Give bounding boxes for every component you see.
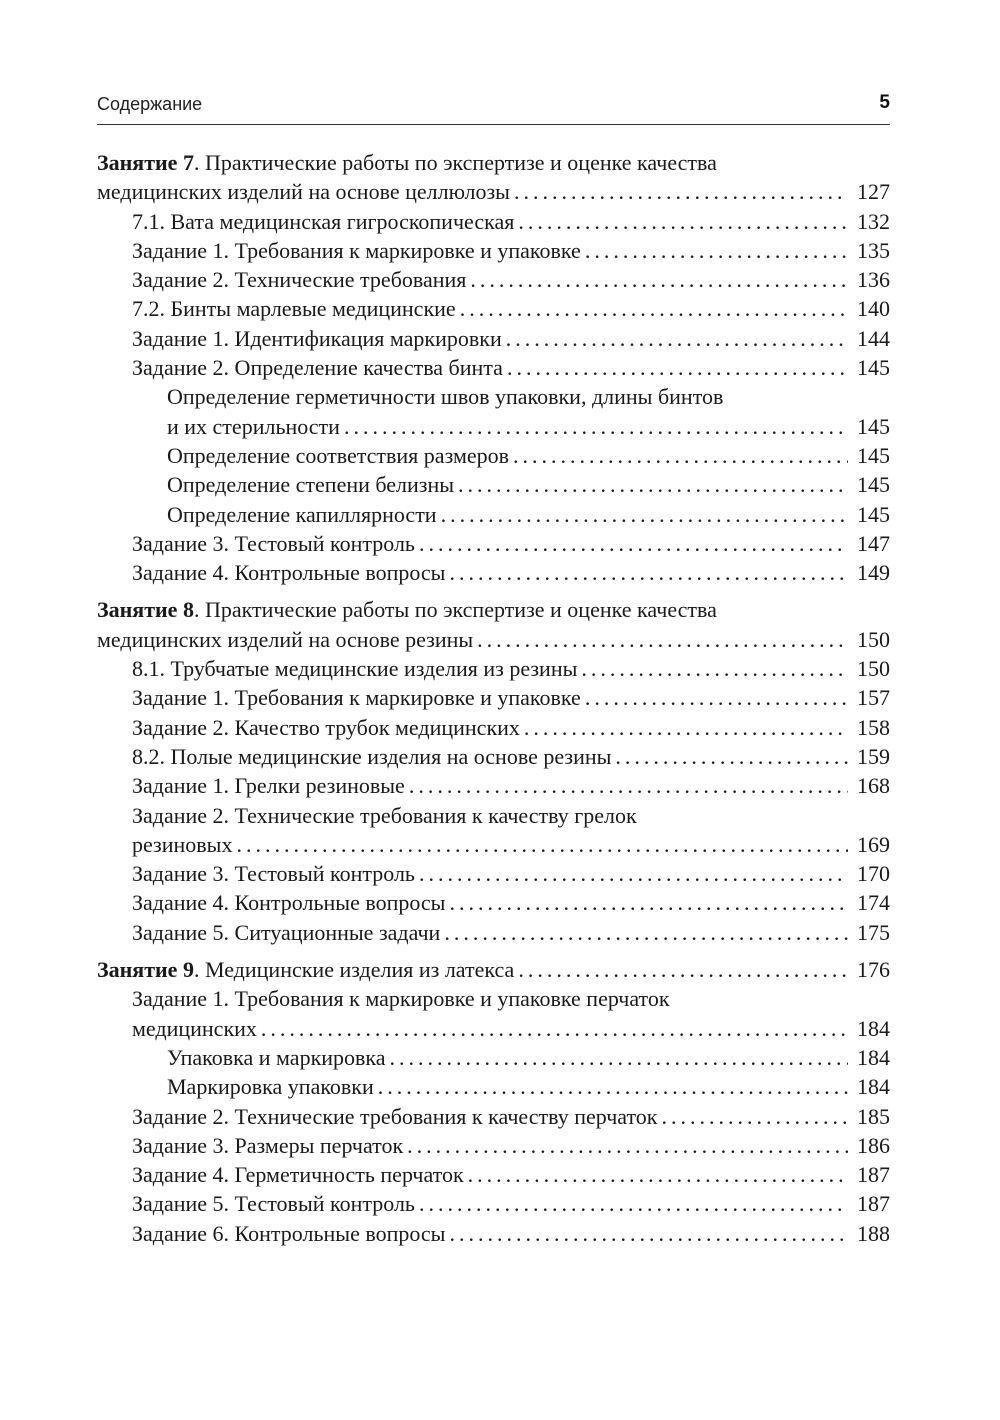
toc-entry[interactable] [97, 984, 890, 1013]
dot-leader [477, 625, 848, 654]
dot-leader [506, 324, 848, 353]
toc-section-lesson-9 [97, 955, 890, 1248]
toc-subentry[interactable] [97, 500, 890, 529]
toc-subentry[interactable] [97, 1043, 890, 1072]
running-title: Содержание [97, 94, 203, 114]
toc-page-number: 145 [857, 501, 890, 527]
toc-entry-text-cont: и их стерильности [167, 413, 340, 439]
toc-page-number: 149 [857, 560, 890, 586]
dot-leader [441, 500, 848, 529]
toc-entry-text-cont: медицинских [132, 1015, 257, 1041]
toc-page-number: 174 [857, 890, 890, 916]
toc-entry[interactable] [97, 888, 890, 917]
toc-page-number: 145 [857, 442, 890, 468]
dot-leader [449, 888, 848, 917]
toc-page-number: 188 [857, 1220, 890, 1246]
lesson-title-cont: медицинских изделий на основе целлюлозы [97, 179, 510, 205]
dot-leader [518, 207, 848, 236]
toc-entry[interactable] [97, 294, 890, 323]
dot-leader [514, 177, 848, 206]
toc-page-number: 157 [857, 685, 890, 711]
toc-entry[interactable] [97, 207, 890, 236]
toc-entry-text: Задание 3. Тестовый контроль [132, 861, 415, 887]
dot-leader [662, 1102, 849, 1131]
toc-entry-text: Определение соответствия размеров [167, 442, 510, 468]
toc-page-number: 150 [857, 626, 890, 652]
dot-leader [444, 918, 848, 947]
toc-entry[interactable] [97, 324, 890, 353]
toc-entry-text: Задание 4. Герметичность перчаток [132, 1162, 464, 1188]
toc-page-number: 127 [857, 179, 890, 205]
toc-heading-line[interactable] [97, 955, 890, 984]
toc-page-number: 145 [857, 413, 890, 439]
toc-entry-text: Задание 4. Контрольные вопросы [132, 560, 446, 586]
toc-entry[interactable] [97, 859, 890, 888]
toc-page-number: 150 [857, 656, 890, 682]
toc-entry-text: Задание 5. Тестовый контроль [132, 1191, 415, 1217]
toc-entry-text: Задание 1. Идентификация маркировки [132, 325, 502, 351]
running-header [97, 90, 890, 125]
toc-entry-text: Задание 2. Качество трубок медицинских [132, 714, 520, 740]
dot-leader [236, 830, 848, 859]
toc-entry-text: Маркировка упаковки [167, 1074, 374, 1100]
toc-page-number: 135 [857, 237, 890, 263]
toc-entry[interactable] [97, 558, 890, 587]
dot-leader [390, 1043, 848, 1072]
dot-leader [468, 1160, 848, 1189]
dot-leader [581, 654, 848, 683]
toc-entry-text: Задание 2. Определение качества бинта [132, 355, 503, 381]
toc-entry[interactable] [97, 1014, 890, 1043]
dot-leader [518, 955, 848, 984]
dot-leader [409, 771, 848, 800]
toc-page-number: 187 [857, 1191, 890, 1217]
toc-page-number: 184 [857, 1074, 890, 1100]
dot-leader [344, 412, 848, 441]
toc-heading-line[interactable] [97, 595, 890, 624]
toc-entry[interactable] [97, 265, 890, 294]
dot-leader [585, 683, 848, 712]
toc-entry-text-cont: резиновых [132, 831, 233, 857]
toc-entry[interactable] [97, 654, 890, 683]
toc-page-number: 185 [857, 1103, 890, 1129]
lesson-label: Занятие 7 [97, 150, 194, 175]
toc-entry[interactable] [97, 1131, 890, 1160]
toc-entry[interactable] [97, 353, 890, 382]
dot-leader [507, 353, 848, 382]
toc-page-number: 175 [857, 919, 890, 945]
dot-leader [470, 265, 848, 294]
dot-leader [513, 441, 848, 470]
dot-leader [460, 294, 848, 323]
toc-page-number: 176 [857, 957, 890, 983]
dot-leader [615, 742, 848, 771]
toc-page-number: 147 [857, 530, 890, 556]
toc-entry-text: Задание 1. Требования к маркировке и упаковке [132, 685, 581, 711]
toc-subentry[interactable] [97, 470, 890, 499]
dot-leader [378, 1072, 848, 1101]
toc-entry-text: Задание 6. Контрольные вопросы [132, 1220, 446, 1246]
toc-section-lesson-8 [97, 595, 890, 947]
lesson-label: Занятие 9 [97, 957, 194, 983]
toc-entry-text: Задание 1. Грелки резиновые [132, 773, 405, 799]
lesson-title-cont: медицинских изделий на основе резины [97, 626, 474, 652]
table-of-contents [97, 148, 890, 1248]
dot-leader [585, 236, 848, 265]
toc-entry[interactable] [97, 830, 890, 859]
toc-page-number: 184 [857, 1044, 890, 1070]
toc-entry[interactable] [97, 801, 890, 830]
toc-heading-line[interactable] [97, 177, 890, 206]
toc-heading-line[interactable] [97, 625, 890, 654]
toc-entry-text: Упаковка и маркировка [167, 1044, 386, 1070]
toc-entry-text: 7.1. Вата медицинская гигроскопическая [132, 208, 515, 234]
toc-entry-text: Задание 2. Технические требования к качеству грелок [132, 802, 637, 828]
dot-leader [407, 1131, 848, 1160]
toc-entry-text: 7.2. Бинты марлевые медицинские [132, 296, 456, 322]
toc-entry-text: Задание 5. Ситуационные задачи [132, 919, 441, 945]
dot-leader [458, 470, 848, 499]
toc-entry[interactable] [97, 918, 890, 947]
toc-subentry[interactable] [97, 382, 890, 411]
toc-subentry[interactable] [97, 412, 890, 441]
toc-page-number: 132 [857, 208, 890, 234]
toc-entry-text: Определение капиллярности [167, 501, 437, 527]
toc-entry[interactable] [97, 1160, 890, 1189]
dot-leader [524, 713, 848, 742]
toc-entry[interactable] [97, 713, 890, 742]
toc-entry[interactable] [97, 529, 890, 558]
toc-entry-text: Задание 1. Требования к маркировке и упаковке перчаток [132, 986, 670, 1012]
toc-entry-text: Задание 2. Технические требования к качеству перчаток [132, 1103, 658, 1129]
lesson-title: . Практические работы по экспертизе и оценке качества [193, 597, 717, 623]
toc-entry[interactable] [97, 1102, 890, 1131]
dot-leader [419, 859, 848, 888]
toc-entry-text: Определение герметичности швов упаковки, длины бинтов [167, 384, 724, 410]
toc-page-number: 140 [857, 296, 890, 322]
lesson-title: . Практические работы по экспертизе и оценке качества [193, 150, 717, 175]
lesson-label: Занятие 8 [97, 597, 194, 623]
toc-entry-text: Задание 3. Тестовый контроль [132, 530, 415, 556]
page-number: 5 [879, 92, 890, 113]
toc-page-number: 145 [857, 472, 890, 498]
toc-page-number: 187 [857, 1162, 890, 1188]
toc-page-number: 170 [857, 861, 890, 887]
toc-subentry[interactable] [97, 441, 890, 470]
toc-page-number: 158 [857, 714, 890, 740]
dot-leader [449, 558, 848, 587]
toc-entry-text: 8.1. Трубчатые медицинские изделия из резины [132, 656, 578, 682]
toc-page-number: 144 [857, 325, 890, 351]
toc-subentry[interactable] [97, 1072, 890, 1101]
toc-entry-text: 8.2. Полые медицинские изделия на основе резины [132, 743, 612, 769]
toc-heading-line[interactable] [97, 148, 890, 177]
toc-entry-text: Задание 4. Контрольные вопросы [132, 890, 446, 916]
dot-leader [419, 529, 848, 558]
dot-leader [449, 1219, 848, 1248]
toc-entry[interactable] [97, 236, 890, 265]
toc-page-number: 169 [857, 831, 890, 857]
toc-entry-text: Задание 2. Технические требования [132, 267, 467, 293]
toc-page-number: 136 [857, 267, 890, 293]
toc-entry[interactable] [97, 1219, 890, 1248]
toc-page-number: 168 [857, 773, 890, 799]
toc-entry[interactable] [97, 683, 890, 712]
toc-entry[interactable] [97, 771, 890, 800]
toc-entry-text: Определение степени белизны [167, 472, 455, 498]
toc-section-lesson-7 [97, 148, 890, 587]
toc-entry[interactable] [97, 1189, 890, 1218]
lesson-title: . Медицинские изделия из латекса [193, 957, 515, 983]
toc-entry-text: Задание 1. Требования к маркировке и упаковке [132, 237, 581, 263]
toc-page-number: 159 [857, 743, 890, 769]
toc-page-number: 186 [857, 1132, 890, 1158]
dot-leader [419, 1189, 848, 1218]
dot-leader [261, 1014, 848, 1043]
toc-entry[interactable] [97, 742, 890, 771]
toc-page-number: 145 [857, 355, 890, 381]
toc-entry-text: Задание 3. Размеры перчаток [132, 1132, 404, 1158]
toc-page-number: 184 [857, 1015, 890, 1041]
